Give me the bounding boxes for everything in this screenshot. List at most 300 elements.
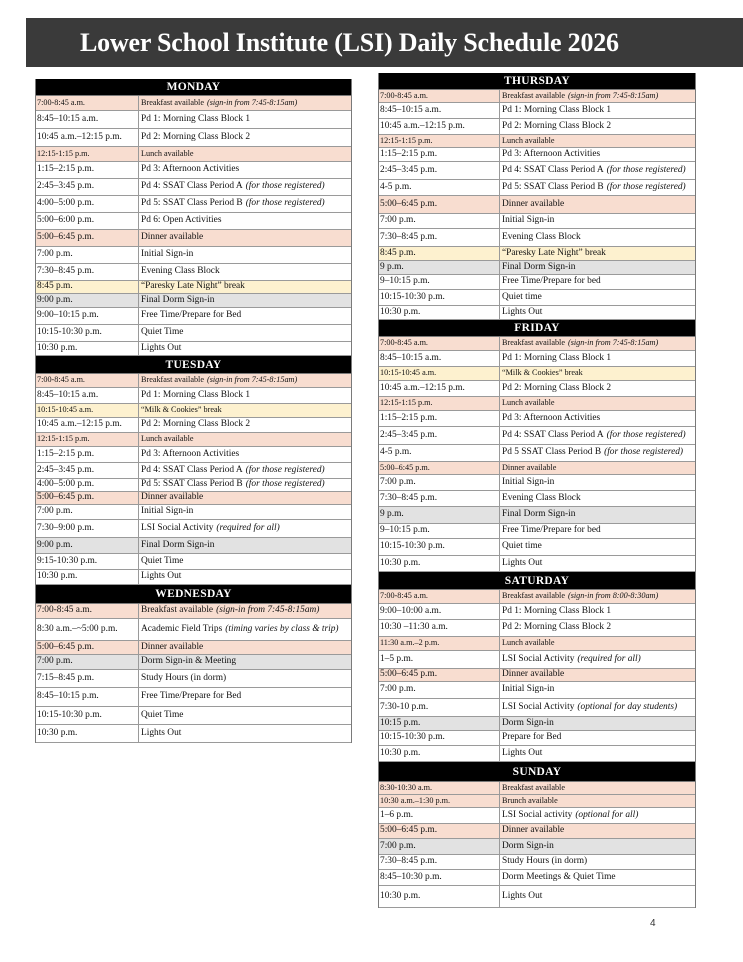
time-cell: 8:45–10:15 a.m. (36, 388, 139, 403)
activity-text: Pd 1: Morning Class Block 1 (502, 352, 612, 363)
schedule-row (36, 418, 351, 433)
time-cell: 4:00–5:00 p.m. (36, 479, 139, 491)
time-cell: 7:30–9:00 p.m. (36, 520, 139, 537)
activity-text: Quiet Time (141, 709, 184, 720)
time-cell: 7:00-8:45 a.m. (379, 90, 500, 102)
time-cell: 10:30 p.m. (379, 886, 500, 907)
time-cell: 10:15-10:30 p.m. (379, 731, 500, 745)
activity-cell (139, 404, 351, 417)
schedule-row (379, 782, 695, 795)
time-cell: 10:30 p.m. (379, 556, 500, 571)
activity-cell (500, 475, 695, 490)
time-cell: 8:30 a.m.–~5:00 p.m. (36, 619, 139, 640)
schedule-row (379, 351, 695, 367)
schedule-row (36, 688, 351, 707)
time-cell: 10:30 p.m. (36, 570, 139, 584)
activity-note: (for those registered) (245, 464, 325, 475)
activity-text: Dorm Sign-in & Meeting (141, 656, 237, 667)
activity-note: (sign-in from 7:45-8:15am) (206, 97, 298, 107)
schedule-row (379, 556, 695, 572)
activity-cell (500, 620, 695, 636)
time-cell: 10:15-10:30 p.m. (36, 707, 139, 724)
schedule-row (36, 230, 351, 247)
time-cell: 10:45 a.m.–12:15 p.m. (379, 381, 500, 396)
activity-note: (for those registered) (606, 181, 686, 192)
day-header-tuesday: TUESDAY (36, 356, 351, 374)
activity-note: (optional for all) (575, 809, 639, 820)
schedule-row (36, 196, 351, 213)
activity-text: Pd 2: Morning Class Block 2 (502, 120, 612, 131)
day-header-sunday: SUNDAY (379, 762, 695, 782)
time-cell: 8:45–10:15 a.m. (36, 111, 139, 128)
activity-cell (500, 870, 695, 885)
activity-text: “Milk & Cookies” break (141, 405, 222, 415)
time-cell: 7:30-10 p.m. (379, 699, 500, 716)
activity-text: Evening Class Block (502, 231, 581, 242)
activity-text: Initial Sign-in (141, 249, 194, 260)
schedule-row (379, 162, 695, 180)
time-cell: 7:00 p.m. (36, 655, 139, 669)
schedule-row (36, 479, 351, 492)
activity-cell (500, 731, 695, 745)
activity-text: Initial Sign-in (141, 506, 194, 517)
activity-text: Lights Out (141, 342, 182, 353)
time-cell: 2:45–3:45 p.m. (379, 162, 500, 179)
time-cell: 10:45 a.m.–12:15 p.m. (379, 119, 500, 134)
schedule-row (36, 147, 351, 162)
activity-text: Final Dorm Sign-in (502, 261, 576, 272)
activity-text: Pd 2: Morning Class Block 2 (502, 382, 612, 393)
activity-cell (139, 388, 351, 403)
time-cell: 9–10:15 p.m. (379, 524, 500, 538)
time-cell: 10:30 p.m. (379, 746, 500, 761)
left-schedule-column (35, 79, 352, 743)
time-cell: 12:15-1:15 p.m. (379, 135, 500, 147)
activity-text: Breakfast available (141, 97, 204, 107)
activity-text: Lights Out (141, 727, 182, 738)
activity-cell (500, 229, 695, 246)
time-cell: 8:45 p.m. (36, 281, 139, 293)
schedule-row (379, 620, 695, 637)
schedule-row (379, 427, 695, 445)
schedule-row (36, 294, 351, 308)
time-cell: 10:30 a.m.–1:30 p.m. (379, 795, 500, 807)
activity-text: Free Time/Prepare for bed (502, 276, 601, 287)
time-cell: 5:00–6:45 p.m. (36, 641, 139, 654)
activity-note: (timing varies by class & trip) (225, 623, 339, 634)
activity-cell (500, 275, 695, 289)
activity-text: Free Time/Prepare for bed (502, 525, 601, 536)
activity-text: Lights Out (141, 571, 182, 582)
activity-cell (139, 688, 351, 706)
schedule-row (379, 411, 695, 427)
activity-text: Lights Out (502, 557, 543, 568)
schedule-row (379, 229, 695, 247)
activity-text: Final Dorm Sign-in (141, 294, 215, 305)
activity-text: Initial Sign-in (502, 215, 555, 226)
activity-text: Pd 5: SSAT Class Period B (141, 479, 243, 490)
time-cell: 7:00-8:45 a.m. (36, 96, 139, 110)
time-cell: 7:00 p.m. (36, 247, 139, 263)
time-cell: 7:15–8:45 p.m. (36, 670, 139, 687)
activity-cell (139, 619, 351, 640)
activity-text: Pd 1: Morning Class Block 1 (141, 113, 251, 124)
activity-text: Evening Class Block (141, 266, 220, 277)
schedule-row (36, 619, 351, 641)
schedule-row (36, 655, 351, 670)
time-cell: 7:30–8:45 p.m. (379, 855, 500, 869)
schedule-row (36, 463, 351, 479)
time-cell: 10:45 a.m.–12:15 p.m. (36, 418, 139, 432)
activity-text: Pd 5 SSAT Class Period B (502, 447, 602, 458)
activity-cell (139, 670, 351, 687)
activity-text: Pd 4: SSAT Class Period A (141, 464, 243, 475)
activity-cell (500, 839, 695, 854)
activity-text: Free Time/Prepare for Bed (141, 691, 242, 702)
time-cell: 9:15-10:30 p.m. (36, 554, 139, 569)
schedule-row (36, 325, 351, 342)
schedule-row (379, 148, 695, 162)
activity-text: Breakfast available (502, 90, 565, 100)
time-cell: 5:00–6:45 p.m. (379, 669, 500, 681)
time-cell: 10:30 –11:30 a.m. (379, 620, 500, 636)
activity-cell (139, 447, 351, 462)
time-cell: 2:45–3:45 p.m. (379, 427, 500, 444)
activity-cell (139, 96, 351, 110)
schedule-row (36, 447, 351, 463)
schedule-row (36, 520, 351, 538)
activity-note: (sign-in from 8:00-8:30am) (567, 591, 659, 601)
activity-cell (139, 129, 351, 146)
schedule-row (379, 539, 695, 556)
activity-cell (139, 308, 351, 324)
activity-text: Pd 6: Open Activities (141, 215, 222, 226)
schedule-row (379, 651, 695, 669)
schedule-row (36, 129, 351, 147)
schedule-row (379, 290, 695, 306)
schedule-row (36, 111, 351, 129)
time-cell: 9:00 p.m. (36, 294, 139, 307)
activity-text: Quiet time (502, 541, 542, 552)
time-cell: 4:00–5:00 p.m. (36, 196, 139, 212)
activity-text: Pd 5: SSAT Class Period B (141, 198, 243, 209)
activity-cell (500, 427, 695, 444)
activity-cell (500, 445, 695, 461)
activity-cell (500, 247, 695, 260)
schedule-row (36, 707, 351, 725)
time-cell: 12:15-1:15 p.m. (36, 433, 139, 446)
activity-text: LSI Social activity (502, 809, 573, 820)
activity-cell (500, 119, 695, 134)
activity-cell (139, 479, 351, 491)
schedule-row (379, 717, 695, 731)
schedule-row (379, 306, 695, 320)
time-cell: 9 p.m. (379, 261, 500, 274)
schedule-row (379, 337, 695, 351)
time-cell: 11:30 a.m.–2 p.m. (379, 637, 500, 650)
schedule-row (379, 214, 695, 229)
activity-note: (sign-in from 7:45-8:15am) (567, 90, 659, 100)
schedule-row (379, 855, 695, 870)
schedule-row (36, 179, 351, 196)
activity-text: Breakfast available (502, 782, 565, 792)
activity-text: LSI Social Activity (502, 653, 575, 664)
schedule-row (379, 886, 695, 908)
activity-cell (139, 179, 351, 195)
time-cell: 7:00-8:45 a.m. (36, 374, 139, 387)
activity-cell (139, 162, 351, 178)
schedule-row (36, 404, 351, 418)
activity-text: Final Dorm Sign-in (502, 509, 576, 520)
activity-cell (139, 538, 351, 553)
schedule-row (379, 135, 695, 148)
time-cell: 10:15-10:45 a.m. (379, 367, 500, 380)
activity-cell (139, 655, 351, 669)
schedule-row (36, 374, 351, 388)
activity-cell (500, 682, 695, 698)
schedule-row (379, 261, 695, 275)
activity-cell (500, 162, 695, 179)
activity-cell (139, 433, 351, 446)
time-cell: 12:15-1:15 p.m. (36, 147, 139, 161)
activity-text: Dinner available (502, 669, 565, 680)
day-header-saturday: SATURDAY (379, 572, 695, 590)
schedule-row (379, 119, 695, 135)
time-cell: 9–10:15 p.m. (379, 275, 500, 289)
activity-cell (500, 462, 695, 474)
activity-cell (500, 855, 695, 869)
schedule-row (36, 388, 351, 404)
activity-cell (500, 90, 695, 102)
activity-text: Study Hours (in dorm) (502, 856, 588, 867)
activity-text: Academic Field Trips (141, 623, 223, 634)
activity-cell (500, 746, 695, 761)
activity-cell (500, 135, 695, 147)
activity-cell (500, 337, 695, 350)
activity-note: (for those registered) (606, 164, 686, 175)
time-cell: 7:00 p.m. (379, 682, 500, 698)
time-cell: 4-5 p.m. (379, 445, 500, 461)
time-cell: 12:15-1:15 p.m. (379, 397, 500, 410)
time-cell: 2:45–3:45 p.m. (36, 463, 139, 478)
time-cell: 10:15 p.m. (379, 717, 500, 730)
activity-text: Lights Out (502, 306, 543, 317)
title-banner (26, 18, 743, 67)
time-cell: 8:45–10:15 a.m. (379, 103, 500, 118)
activity-cell (139, 604, 351, 618)
activity-note: (required for all) (577, 653, 641, 664)
activity-note: (for those registered) (604, 447, 684, 458)
activity-text: Lunch available (502, 398, 555, 408)
schedule-row (36, 641, 351, 655)
schedule-row (379, 180, 695, 196)
schedule-row (379, 462, 695, 475)
activity-text: Evening Class Block (502, 492, 581, 503)
activity-cell (500, 717, 695, 730)
activity-cell (139, 492, 351, 504)
activity-cell (500, 306, 695, 319)
activity-text: Pd 4: SSAT Class Period A (502, 164, 604, 175)
time-cell: 5:00–6:45 p.m. (379, 462, 500, 474)
schedule-row (379, 247, 695, 261)
activity-text: Breakfast available (502, 591, 565, 601)
schedule-row (379, 381, 695, 397)
schedule-row (379, 475, 695, 491)
activity-note: (sign-in from 7:45-8:15am) (567, 338, 659, 348)
schedule-row (379, 669, 695, 682)
time-cell: 5:00–6:45 p.m. (36, 492, 139, 504)
activity-text: Breakfast available (141, 605, 214, 616)
time-cell: 4-5 p.m. (379, 180, 500, 195)
time-cell: 1–6 p.m. (379, 808, 500, 823)
activity-note: (for those registered) (606, 429, 686, 440)
time-cell: 5:00–6:45 p.m. (379, 824, 500, 838)
schedule-row (36, 570, 351, 585)
activity-cell (500, 351, 695, 366)
schedule-row (36, 505, 351, 520)
activity-cell (139, 570, 351, 584)
activity-cell (139, 554, 351, 569)
activity-note: (for those registered) (245, 198, 325, 209)
schedule-row (379, 699, 695, 717)
activity-cell (139, 281, 351, 293)
time-cell: 9:00 p.m. (36, 538, 139, 553)
activity-cell (139, 111, 351, 128)
activity-text: “Milk & Cookies” break (502, 368, 583, 378)
activity-cell (500, 604, 695, 619)
activity-text: LSI Social Activity (502, 701, 575, 712)
activity-note: (optional for day students) (577, 701, 678, 712)
day-header-thursday: THURSDAY (379, 73, 695, 90)
activity-cell (500, 491, 695, 506)
activity-text: Initial Sign-in (502, 476, 555, 487)
schedule-row (36, 213, 351, 230)
time-cell: 7:30–8:45 p.m. (379, 229, 500, 246)
schedule-row (379, 590, 695, 604)
activity-text: Dinner available (502, 825, 565, 836)
activity-text: Pd 1: Morning Class Block 1 (502, 104, 612, 115)
activity-cell (500, 795, 695, 807)
activity-cell (500, 886, 695, 907)
time-cell: 5:00–6:45 p.m. (379, 196, 500, 213)
activity-cell (500, 381, 695, 396)
schedule-row (36, 538, 351, 554)
activity-cell (500, 539, 695, 555)
time-cell: 7:00-8:45 a.m. (36, 604, 139, 618)
activity-text: “Paresky Late Night” break (141, 281, 245, 292)
activity-cell (500, 180, 695, 195)
schedule-row (36, 725, 351, 743)
activity-cell (139, 325, 351, 341)
schedule-row (379, 507, 695, 524)
activity-text: Breakfast available (141, 375, 204, 385)
schedule-row (36, 554, 351, 570)
activity-text: Study Hours (in dorm) (141, 672, 227, 683)
activity-cell (500, 524, 695, 538)
time-cell: 10:30 p.m. (36, 342, 139, 355)
time-cell: 8:45–10:30 p.m. (379, 870, 500, 885)
activity-cell (500, 556, 695, 571)
activity-cell (139, 374, 351, 387)
activity-cell (139, 213, 351, 229)
schedule-row (36, 604, 351, 619)
schedule-row (379, 524, 695, 539)
activity-cell (500, 367, 695, 380)
activity-text: Dinner available (502, 198, 565, 209)
activity-text: Lights Out (502, 747, 543, 758)
activity-note: (required for all) (216, 522, 280, 533)
schedule-row (36, 492, 351, 505)
activity-text: Lunch available (502, 638, 555, 648)
schedule-row (36, 247, 351, 264)
activity-text: Dorm Meetings & Quiet Time (502, 871, 616, 882)
activity-cell (139, 294, 351, 307)
activity-text: Pd 2: Morning Class Block 2 (141, 131, 251, 142)
activity-cell (500, 590, 695, 603)
activity-text: Pd 3: Afternoon Activities (502, 412, 601, 423)
activity-cell (500, 808, 695, 823)
activity-cell (139, 707, 351, 724)
schedule-row (379, 397, 695, 411)
time-cell: 7:00-8:45 a.m. (379, 337, 500, 350)
schedule-row (379, 824, 695, 839)
activity-note: (for those registered) (245, 181, 325, 192)
activity-cell (500, 651, 695, 668)
schedule-row (379, 445, 695, 462)
activity-text: Pd 3: Afternoon Activities (141, 164, 240, 175)
schedule-row (379, 604, 695, 620)
activity-cell (500, 824, 695, 838)
schedule-row (379, 870, 695, 886)
activity-cell (139, 418, 351, 432)
schedule-row (36, 308, 351, 325)
time-cell: 1:15–2:15 p.m. (379, 148, 500, 161)
activity-text: Quiet time (502, 291, 542, 302)
time-cell: 7:30–8:45 p.m. (36, 264, 139, 280)
schedule-row (379, 795, 695, 808)
activity-cell (139, 147, 351, 161)
time-cell: 7:00 p.m. (379, 214, 500, 228)
activity-text: Pd 1: Morning Class Block 1 (141, 389, 251, 400)
activity-cell (139, 520, 351, 537)
activity-cell (139, 342, 351, 355)
activity-text: Pd 3: Afternoon Activities (141, 448, 240, 459)
activity-text: Dinner available (502, 462, 557, 472)
activity-text: Final Dorm Sign-in (141, 539, 215, 550)
time-cell: 1:15–2:15 p.m. (36, 447, 139, 462)
time-cell: 9:00–10:15 p.m. (36, 308, 139, 324)
activity-cell (139, 230, 351, 246)
page-title: Lower School Institute (LSI) Daily Schedule 2026 (80, 28, 619, 57)
activity-cell (139, 725, 351, 742)
activity-cell (500, 290, 695, 305)
time-cell: 7:00 p.m. (379, 475, 500, 490)
activity-text: Free Time/Prepare for Bed (141, 310, 242, 321)
activity-note: (for those registered) (245, 479, 325, 490)
activity-cell (500, 148, 695, 161)
time-cell: 7:00 p.m. (36, 505, 139, 519)
activity-text: Dorm Sign-in (502, 717, 554, 728)
time-cell: 5:00–6:00 p.m. (36, 213, 139, 229)
schedule-row (379, 275, 695, 290)
activity-text: Dinner available (141, 492, 204, 503)
activity-cell (500, 782, 695, 794)
time-cell: 10:30 p.m. (379, 306, 500, 319)
time-cell: 8:45–10:15 p.m. (36, 688, 139, 706)
page-number: 4 (650, 918, 656, 929)
activity-text: Lunch available (141, 148, 194, 158)
activity-cell (139, 641, 351, 654)
